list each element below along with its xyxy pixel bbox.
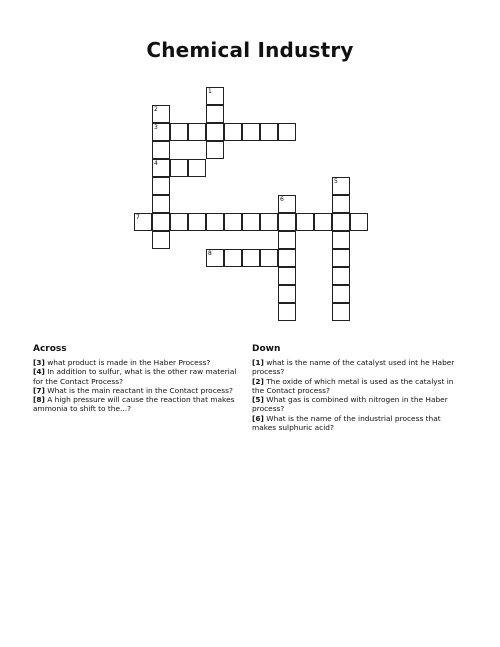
across-heading: Across <box>33 344 67 354</box>
grid-cell[interactable] <box>296 213 314 231</box>
grid-cell[interactable] <box>278 213 296 231</box>
grid-cell[interactable] <box>332 213 350 231</box>
grid-cell[interactable] <box>332 303 350 321</box>
clue-across-3: [3] what product is made in the Haber Process? <box>33 358 211 367</box>
grid-cell[interactable] <box>152 123 170 141</box>
grid-cell[interactable] <box>206 249 224 267</box>
grid-cell[interactable] <box>278 267 296 285</box>
grid-cell[interactable] <box>260 249 278 267</box>
grid-cell[interactable] <box>170 159 188 177</box>
grid-cell[interactable] <box>332 285 350 303</box>
grid-cell[interactable] <box>134 213 152 231</box>
grid-cell[interactable] <box>206 123 224 141</box>
grid-cell[interactable] <box>206 105 224 123</box>
grid-cell[interactable] <box>224 249 242 267</box>
clue-across-7: [7] What is the main reactant in the Contact process? <box>33 385 233 395</box>
grid-cell[interactable] <box>260 213 278 231</box>
down-clues <box>252 344 464 432</box>
grid-cell[interactable] <box>314 213 332 231</box>
grid-cell[interactable] <box>242 249 260 267</box>
grid-cell[interactable] <box>224 123 242 141</box>
clue-number: 3 <box>154 124 158 131</box>
clue-number: 5 <box>334 178 338 185</box>
clue-down-6: [6] What is the name of the industrial process that makes sulphuric acid? <box>252 413 441 433</box>
grid-cell[interactable] <box>332 177 350 195</box>
grid-cell[interactable] <box>152 231 170 249</box>
clue-down-2: [2] The oxide of which metal is used as the catalyst in the Contact process? <box>252 376 454 395</box>
grid-cell[interactable] <box>152 105 170 123</box>
grid-cell[interactable] <box>152 213 170 231</box>
page-title: Chemical Industry <box>146 38 354 62</box>
clue-number: 6 <box>280 196 284 203</box>
grid-cell[interactable] <box>260 123 278 141</box>
clue-across-8: [8] A high pressure will cause the reaction that makes ammonia to shift to the...? <box>33 395 235 414</box>
grid-cell[interactable] <box>224 213 242 231</box>
grid-cell[interactable] <box>278 285 296 303</box>
clue-down-5: [5] What gas is combined with nitrogen in the Haber process? <box>252 395 448 414</box>
clue-number: 2 <box>154 106 158 113</box>
clue-number: 4 <box>154 160 158 167</box>
grid-cell[interactable] <box>242 213 260 231</box>
down-heading: Down <box>252 344 281 354</box>
grid-cell[interactable] <box>278 303 296 321</box>
clue-number: 1 <box>208 88 212 95</box>
across-clues <box>33 344 245 414</box>
grid-cell[interactable] <box>206 87 224 105</box>
grid-cell[interactable] <box>152 177 170 195</box>
grid-cell[interactable] <box>206 213 224 231</box>
grid-cell[interactable] <box>350 213 368 231</box>
grid-cell[interactable] <box>152 195 170 213</box>
grid-cell[interactable] <box>152 159 170 177</box>
grid-cell[interactable] <box>332 231 350 249</box>
grid-cell[interactable] <box>278 249 296 267</box>
grid-cell[interactable] <box>278 231 296 249</box>
grid-cell[interactable] <box>332 195 350 213</box>
grid-cell[interactable] <box>332 267 350 285</box>
grid-cell[interactable] <box>170 213 188 231</box>
grid-cell[interactable] <box>188 123 206 141</box>
grid-cell[interactable] <box>278 195 296 213</box>
clue-down-1: [1] what is the name of the catalyst used int he Haber process? <box>252 358 455 377</box>
grid-cell[interactable] <box>170 123 188 141</box>
grid-cell[interactable] <box>332 249 350 267</box>
grid-cell[interactable] <box>278 123 296 141</box>
clue-number: 7 <box>136 214 140 221</box>
clue-across-4: [4] In addition to sulfur, what is the other raw material for the Contact Process? <box>33 367 237 386</box>
grid-cell[interactable] <box>206 141 224 159</box>
grid-cell[interactable] <box>152 141 170 159</box>
grid-cell[interactable] <box>188 159 206 177</box>
grid-cell[interactable] <box>242 123 260 141</box>
clue-number: 8 <box>208 250 212 257</box>
grid-cell[interactable] <box>188 213 206 231</box>
